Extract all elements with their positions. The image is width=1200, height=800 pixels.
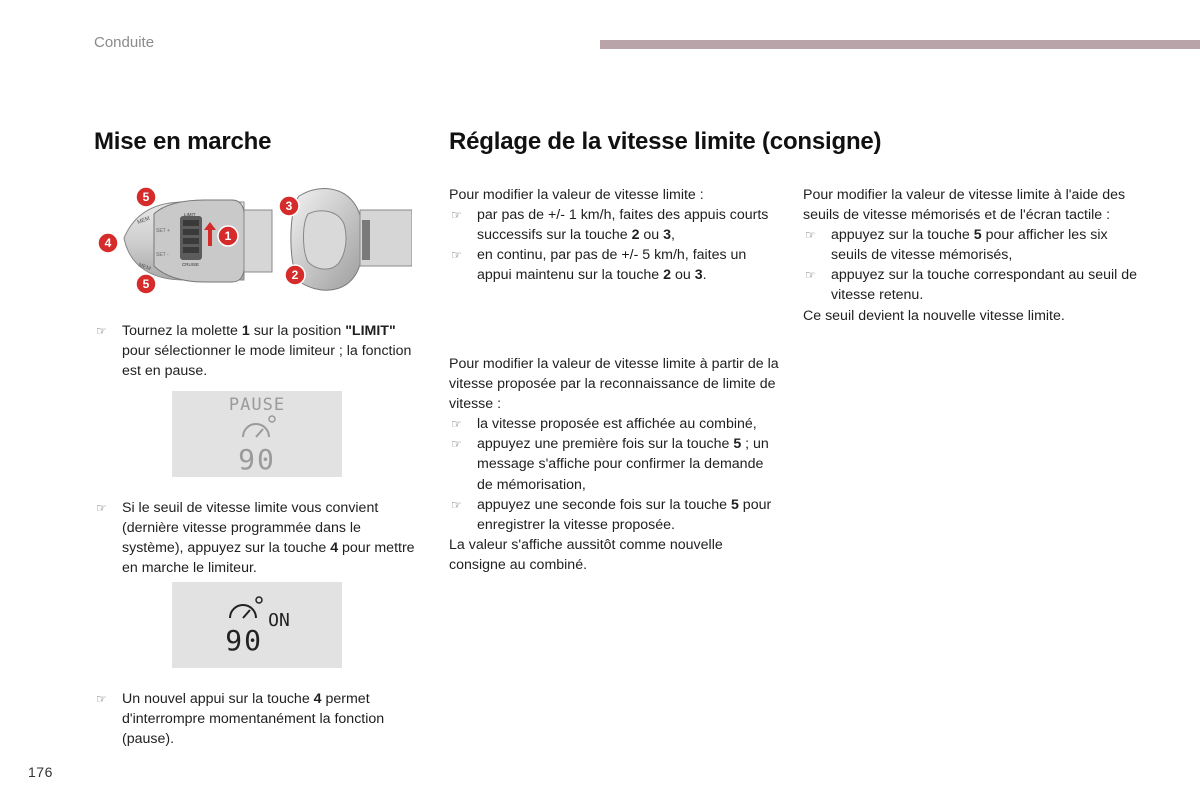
- speedometer-icon: [237, 415, 277, 441]
- pointer-icon: ☞: [451, 208, 462, 223]
- header-bar: [600, 40, 1200, 49]
- callout-4: 4: [104, 236, 112, 250]
- left-bullet-3: ☞ Un nouvel appui sur la touche 4 permet d'interrompre momentanément la fonction (pause).: [96, 691, 385, 748]
- lcd-display-on: [172, 582, 342, 668]
- pointer-icon: ☞: [451, 248, 462, 263]
- pointer-icon: ☞: [96, 692, 107, 706]
- pointer-icon: ☞: [805, 268, 816, 283]
- right-block: Pour modifier la valeur de vitesse limite à l'aide des seuils de vitesse mémorisés et de l'écran tactile : ☞ appuyez sur la touche 5 pour afficher les six seuils de vitesse mémorisés, ☞ appuyez sur la touche correspondant au seuil de vitesse retenu. Ce seuil devient la nouvelle vitesse limite.: [803, 187, 1138, 324]
- stalk-label-limit: LIMIT: [184, 212, 196, 217]
- callout-2: 2: [291, 268, 299, 282]
- stalk-label-cruise: CRUISE: [182, 262, 200, 267]
- stalk-label-mem-bottom: MEM: [137, 262, 152, 273]
- lcd-speed-value: 90: [225, 623, 264, 657]
- heading-reglage-vitesse: Réglage de la vitesse limite (consigne): [449, 128, 882, 155]
- pointer-icon: ☞: [805, 228, 816, 243]
- middle-block-2: Pour modifier la valeur de vitesse limite à partir de la vitesse proposée par la reconnaissance de limite de vitesse : ☞ la vitesse proposée est affichée au combiné, ☞ appuyez une première fois sur la touche 5 ; un message s'affiche pour confirmer la demande de mémorisation, ☞ appuyez une seconde fois sur la touche 5 pour enregistrer la vitesse proposée. La valeur s'affiche aussitôt comme nouvelle consigne au combiné.: [449, 356, 779, 573]
- left-bullet-1: ☞ Tournez la molette 1 sur la position "LIMIT" pour sélectionner le mode limiteur ; la fonction est en pause.: [96, 323, 412, 380]
- lcd-speed-value: 90: [238, 442, 276, 476]
- stalk-control-figure: [94, 180, 412, 298]
- callout-5-bottom: 5: [142, 277, 150, 291]
- speedometer-icon: [224, 596, 264, 622]
- lcd-status-text: ON: [268, 609, 290, 631]
- middle-block-1: Pour modifier la valeur de vitesse limite : ☞ par pas de +/- 1 km/h, faites des appuis courts successifs sur la touche 2 ou 3, ☞ en continu, par pas de +/- 5 km/h, faites un appui maintenu sur la touche 2 ou 3.: [449, 187, 769, 284]
- callout-3: 3: [285, 199, 293, 213]
- pointer-icon: ☞: [96, 501, 107, 515]
- callout-5-top: 5: [142, 190, 150, 204]
- callout-1: 1: [224, 229, 232, 243]
- lcd-status-text: PAUSE: [228, 394, 286, 415]
- heading-mise-en-marche: Mise en marche: [94, 128, 272, 155]
- lcd-display-pause: [172, 391, 342, 477]
- pointer-icon: ☞: [451, 437, 462, 452]
- stalk-label-set-plus: SET +: [156, 228, 170, 234]
- section-label: Conduite: [94, 34, 155, 51]
- page-number: 176: [28, 764, 53, 780]
- pointer-icon: ☞: [96, 324, 107, 338]
- stalk-label-set-minus: SET -: [156, 252, 169, 258]
- stalk-label-mem-top: MEM: [136, 215, 151, 226]
- pointer-icon: ☞: [451, 417, 462, 432]
- pointer-icon: ☞: [451, 497, 462, 512]
- left-bullet-2: ☞ Si le seuil de vitesse limite vous convient (dernière vitesse programmée dans le système), appuyez sur la touche 4 pour mettre en marche le limiteur.: [96, 500, 415, 577]
